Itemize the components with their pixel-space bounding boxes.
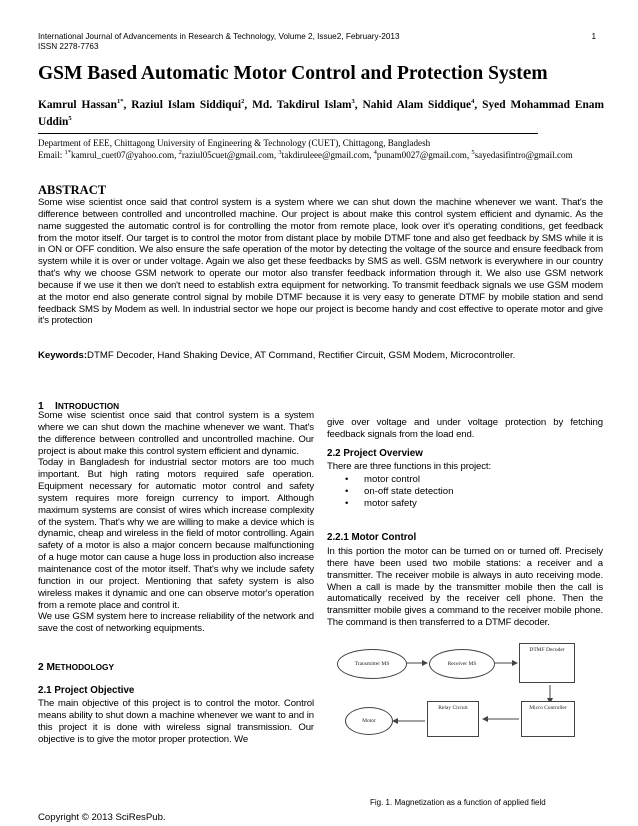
page-number: 1 <box>591 32 596 41</box>
emails: Email: $^{1*}$kamrul_cuet07@yahoo.com, $^2$raziul05cuet@gmail.com, $^3$takdiruleee@gmail.com, $^4$punam0027@gmail.com, $^5$sayedasifintro@gmail.com <box>38 148 573 160</box>
overview-text: There are three functions in this project: <box>327 461 492 472</box>
author-2: Raziul Islam Siddiqui$^2$, <box>131 98 253 111</box>
list-item: • motor safety <box>327 498 603 510</box>
list-item: • on-off state detection <box>327 486 603 498</box>
paper-title: GSM Based Automatic Motor Control and Protection System <box>38 63 548 84</box>
motor-block: Motor <box>345 707 393 735</box>
section-method-heading: 2 METHODOLOGY <box>38 662 115 673</box>
objective-heading: 2.1 Project Objective <box>38 685 135 696</box>
transmitter-block: Transmitter MS <box>337 649 407 679</box>
email-4[interactable]: punam0027@gmail.com <box>376 150 467 160</box>
title-rule <box>38 133 538 134</box>
author-3: Md. Takdirul Islam$^3$, <box>252 98 363 111</box>
receiver-block: Receiver MS <box>429 649 495 679</box>
email-1[interactable]: kamrul_cuet07@yahoo.com <box>71 150 175 160</box>
micro-controller-block: Micro Controller <box>521 701 575 737</box>
list-item: • motor control <box>327 474 603 486</box>
author-1: Kamrul Hassan$^{1*}$, <box>38 98 132 111</box>
overview-heading: 2.2 Project Overview <box>327 448 423 459</box>
objective-text: The main objective of this project is to control the motor. Control means ability to shut down a machine whenever we want to and in this project it is done with wireless signal transmission. Our objective is to give the motor proper protection. We <box>38 698 314 745</box>
keywords-label: Keywords: <box>38 350 88 361</box>
issn: ISSN 2278-7763 <box>38 42 99 51</box>
author-list <box>38 97 604 131</box>
copyright-footer: Copyright © 2013 SciResPub. <box>38 812 166 823</box>
author-5: Syed Mohammad Enam Uddin$^5$ <box>38 99 604 128</box>
email-2[interactable]: raziul05cuet@gmail.com <box>181 150 274 160</box>
intro-paragraph-3: We use GSM system here to increase reliability of the network and save the cost of networking equipments. <box>38 611 314 635</box>
function-list <box>327 474 603 511</box>
dtmf-decoder-block: DTMF Decoder <box>519 643 575 683</box>
relay-circuit-block: Relay Circuit <box>427 701 479 737</box>
author-4: Nahid Alam Siddique$^4$, <box>362 98 483 111</box>
motor-control-text: In this portion the motor can be turned on or turned off. Precisely there have been used two mobile stations: a receiver and a transmitter. The receiver mobile is always in auto receiving mode. When a call is made by the transmitter mobile then the call is automatically received by the receiver cell phone. Then the transmitter mobile gives a command to the receiver mobile phone. The command is then transferred to a DTMF decoder. <box>327 546 603 629</box>
email-5[interactable]: sayedasifintro@gmail.com <box>474 150 573 160</box>
block-diagram <box>335 643 605 793</box>
email-3[interactable]: takdiruleee@gmail.com <box>281 150 370 160</box>
keywords <box>38 350 608 361</box>
figure-caption: Fig. 1. Magnetization as a function of applied field <box>370 798 546 807</box>
motor-control-heading: 2.2.1 Motor Control <box>327 532 417 543</box>
method-continued-text: give over voltage and under voltage protection by fetching feedback signals from the load end. <box>327 417 603 440</box>
intro-paragraph-1: Some wise scientist once said that control system is a system where we can shut down the machine whenever we want. That's the difference between controlled and uncontrolled machine. Our project is about make this control system efficient and dynamic. <box>38 410 314 457</box>
affiliation: Department of EEE, Chittagong University of Engineering & Technology (CUET), Chittagong, Bangladesh <box>38 138 431 148</box>
affiliation-block <box>38 137 618 161</box>
abstract-text: Some wise scientist once said that control system is a system where we can shut down the machine whenever we want. That's the difference between controlled and uncontrolled machine. Our project is about make this control system efficient and dynamic. As the name suggested the automatic control is for controlling the motor from remote place, look over it's operating conditions, get feedback from the motor itself. Our target is to control the motor from distant place by mobile DTMF tone and also get feedback by SMS while it is in ON or OFF condition. We also ensure the safe operation of the motor by detecting the voltage of the source and ensure feedback from system while it is over or under voltage. Again we also get these feedbacks by SMS as well. GSM network is everywhere in our country that's why we choose GSM network to operate our motor also transfer feedback information through it. We also use GSM network because if we use it then we don't need to establish extra equipment for networking. To transmit feedback signals we use GSM modem at the motor end also generate control signal by mobile DTMF because it is very easy to generate DTMF by mobile station and send feedback SMS by Modem as well. In industrial sector we hope our project is become handy and cost effective to operate motor and give it's protection <box>38 197 603 327</box>
abstract-heading: ABSTRACT <box>38 183 107 197</box>
keywords-text: DTMF Decoder, Hand Shaking Device, AT Command, Rectifier Circuit, GSM Modem, Microcontroller. <box>87 350 516 361</box>
intro-body <box>38 410 314 635</box>
section-intro-heading: 1 INTRODUCTION <box>38 401 120 412</box>
intro-paragraph-2: Today in Bangladesh for industrial sector motors are too much important. But high rating motors required safe operation. Equipment necessary for automatic motor control and safety system requires more foreign currency to import. Although maximum systems are consist of wires which increase complexity of the system. That's why we are willing to make a device which is dynamic, cheap and wireless in the field of motor controlling. Again safety of a motor is also a major concern because malfunctioning of a huge motor can cause a huge loss in production also increase maintenance cost of the motor itself. That's why we include safety function in our project. Mentioning that safety system is also wireless makes it dynamic and one can observe motor's operation from a remote place and control it. <box>38 457 314 611</box>
journal-header: International Journal of Advancements in Research & Technology, Volume 2, Issue2, February-2013 <box>38 32 400 41</box>
